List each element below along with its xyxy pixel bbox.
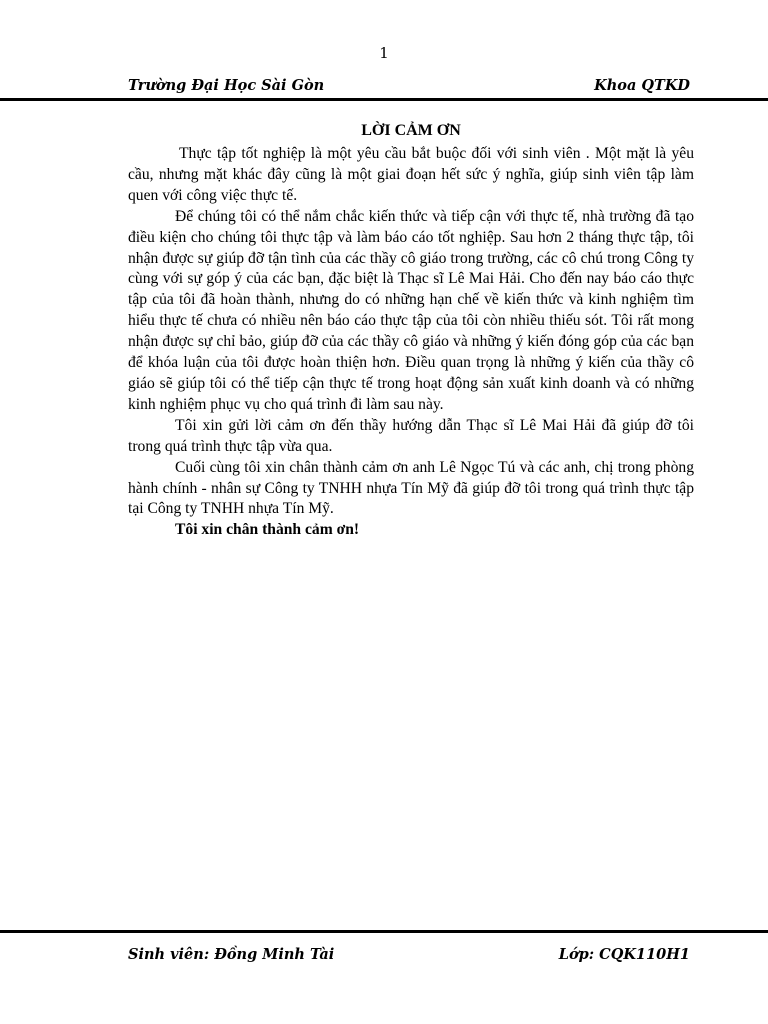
header-school-name: Trường Đại Học Sài Gòn bbox=[128, 77, 325, 94]
document-body bbox=[128, 120, 694, 541]
header-department: Khoa QTKD bbox=[594, 77, 690, 94]
page-footer bbox=[128, 946, 690, 963]
footer-student-name: Sinh viên: Đồng Minh Tài bbox=[128, 946, 335, 963]
document-title: LỜI CẢM ƠN bbox=[361, 122, 461, 139]
header-rule bbox=[0, 98, 768, 101]
body-paragraph: Để chúng tôi có thể nắm chắc kiến thức và tiếp cận với thực tế, nhà trường đã tạo điều kiện cho chúng tôi thực tập và làm báo cáo tốt nghiệp. Sau hơn 2 tháng thực tập, tôi nhận được sự giúp đỡ tận tình của các thầy cô giáo trong trường, các cô chú trong Công ty cùng với sự góp ý của các bạn, đặc biệt là Thạc sĩ Lê Mai Hải. Cho đến nay báo cáo thực tập của tôi đã hoàn thành, nhưng do có những hạn chế về kiến thức và kinh nghiệm tìm hiểu thực tế chưa có nhiều nên báo cáo thực tập của tôi còn nhiều thiếu sót. Tôi rất mong nhận được sự chỉ bảo, giúp đỡ của các thầy cô giáo và những ý kiến đóng góp của các bạn để khóa luận của tôi được hoàn thiện hơn. Điều quan trọng là những ý kiến của thầy cô giáo sẽ giúp tôi có thể tiếp cận thực tế trong hoạt động sản xuất kinh doanh và có những kinh nghiệm phục vụ cho quá trình đi làm sau này. bbox=[128, 207, 694, 413]
body-paragraph: Cuối cùng tôi xin chân thành cảm ơn anh Lê Ngọc Tú và các anh, chị trong phòng hành chính - nhân sự Công ty TNHH nhựa Tín Mỹ đã giúp đỡ tôi trong quá trình thực tập tại Công ty TNHH nhựa Tín Mỹ. bbox=[128, 458, 694, 518]
page-header bbox=[128, 77, 690, 94]
closing-line: Tôi xin chân thành cảm ơn! bbox=[175, 521, 360, 539]
footer-class-code: Lớp: CQK110H1 bbox=[558, 946, 690, 963]
body-paragraph: Thực tập tốt nghiệp là một yêu cầu bắt buộc đối với sinh viên . Một mặt là yêu cầu, nhưng mặt khác đây cũng là một giai đoạn hết sức ý nghĩa, giúp sinh viên tập làm quen với công việc thực tế. bbox=[128, 145, 694, 204]
footer-rule bbox=[0, 930, 768, 933]
body-paragraph: Tôi xin gửi lời cảm ơn đến thầy hướng dẫn Thạc sĩ Lê Mai Hải đã giúp đỡ tôi trong quá trình thực tập vừa qua. bbox=[128, 416, 694, 455]
page-number: 1 bbox=[379, 44, 389, 62]
